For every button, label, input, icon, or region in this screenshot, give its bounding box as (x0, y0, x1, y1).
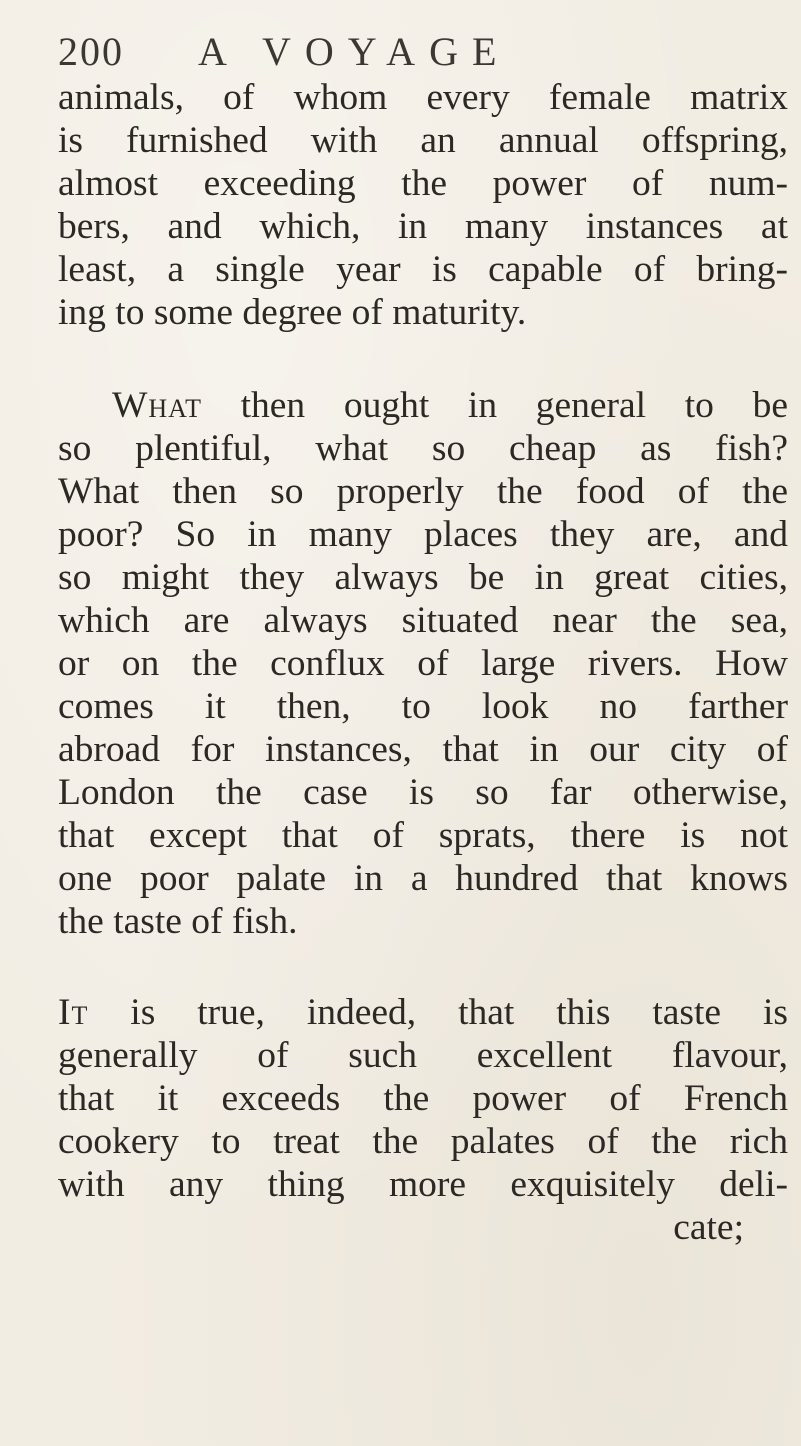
body-text (58, 76, 788, 1249)
text-line: bers, and which, in many instances at (58, 206, 788, 247)
text-line: the taste of fish. (58, 901, 298, 942)
running-head (58, 28, 510, 76)
text-line-rest: then ought in general to be (201, 385, 788, 426)
paragraph-1 (58, 76, 788, 334)
text-line: poor? So in many places they are, and (58, 514, 788, 555)
text-line-first (58, 384, 788, 427)
text-line: animals, of whom every female matrix (58, 77, 788, 118)
text-line: What then so properly the food of the (58, 471, 788, 512)
small-caps-lead: It (58, 992, 89, 1033)
text-line: that it exceeds the power of French (58, 1078, 788, 1119)
text-line: abroad for instances, that in our city of (58, 729, 788, 770)
text-line-first (58, 991, 788, 1034)
running-title: A VOYAGE (198, 29, 511, 74)
text-line: is furnished with an annual offspring, (58, 120, 788, 161)
text-line: generally of such excellent flavour, (58, 1035, 788, 1076)
text-line: which are always situated near the sea, (58, 600, 788, 641)
text-line: or on the conflux of large rivers. How (58, 643, 788, 684)
text-line: with any thing more exquisitely deli- (58, 1164, 788, 1205)
paragraph-gap (58, 943, 788, 991)
paragraph-2 (58, 384, 788, 943)
catchword: cate; (673, 1207, 744, 1248)
small-caps-lead: What (112, 385, 202, 426)
text-line: so might they always be in great cities, (58, 557, 788, 598)
paragraph-gap (58, 334, 788, 384)
page-number: 200 (58, 29, 124, 74)
paragraph-3 (58, 991, 788, 1249)
text-line: comes it then, to look no farther (58, 686, 788, 727)
text-line: that except that of sprats, there is not (58, 815, 788, 856)
text-line: one poor palate in a hundred that knows (58, 858, 788, 899)
text-line-rest: is true, indeed, that this taste is (88, 992, 788, 1033)
text-line: so plentiful, what so cheap as fish? (58, 428, 788, 469)
text-line: almost exceeding the power of num- (58, 163, 788, 204)
text-line: London the case is so far otherwise, (58, 772, 788, 813)
text-line: cookery to treat the palates of the rich (58, 1121, 788, 1162)
text-line: least, a single year is capable of bring- (58, 249, 788, 290)
text-line: ing to some degree of maturity. (58, 292, 527, 333)
